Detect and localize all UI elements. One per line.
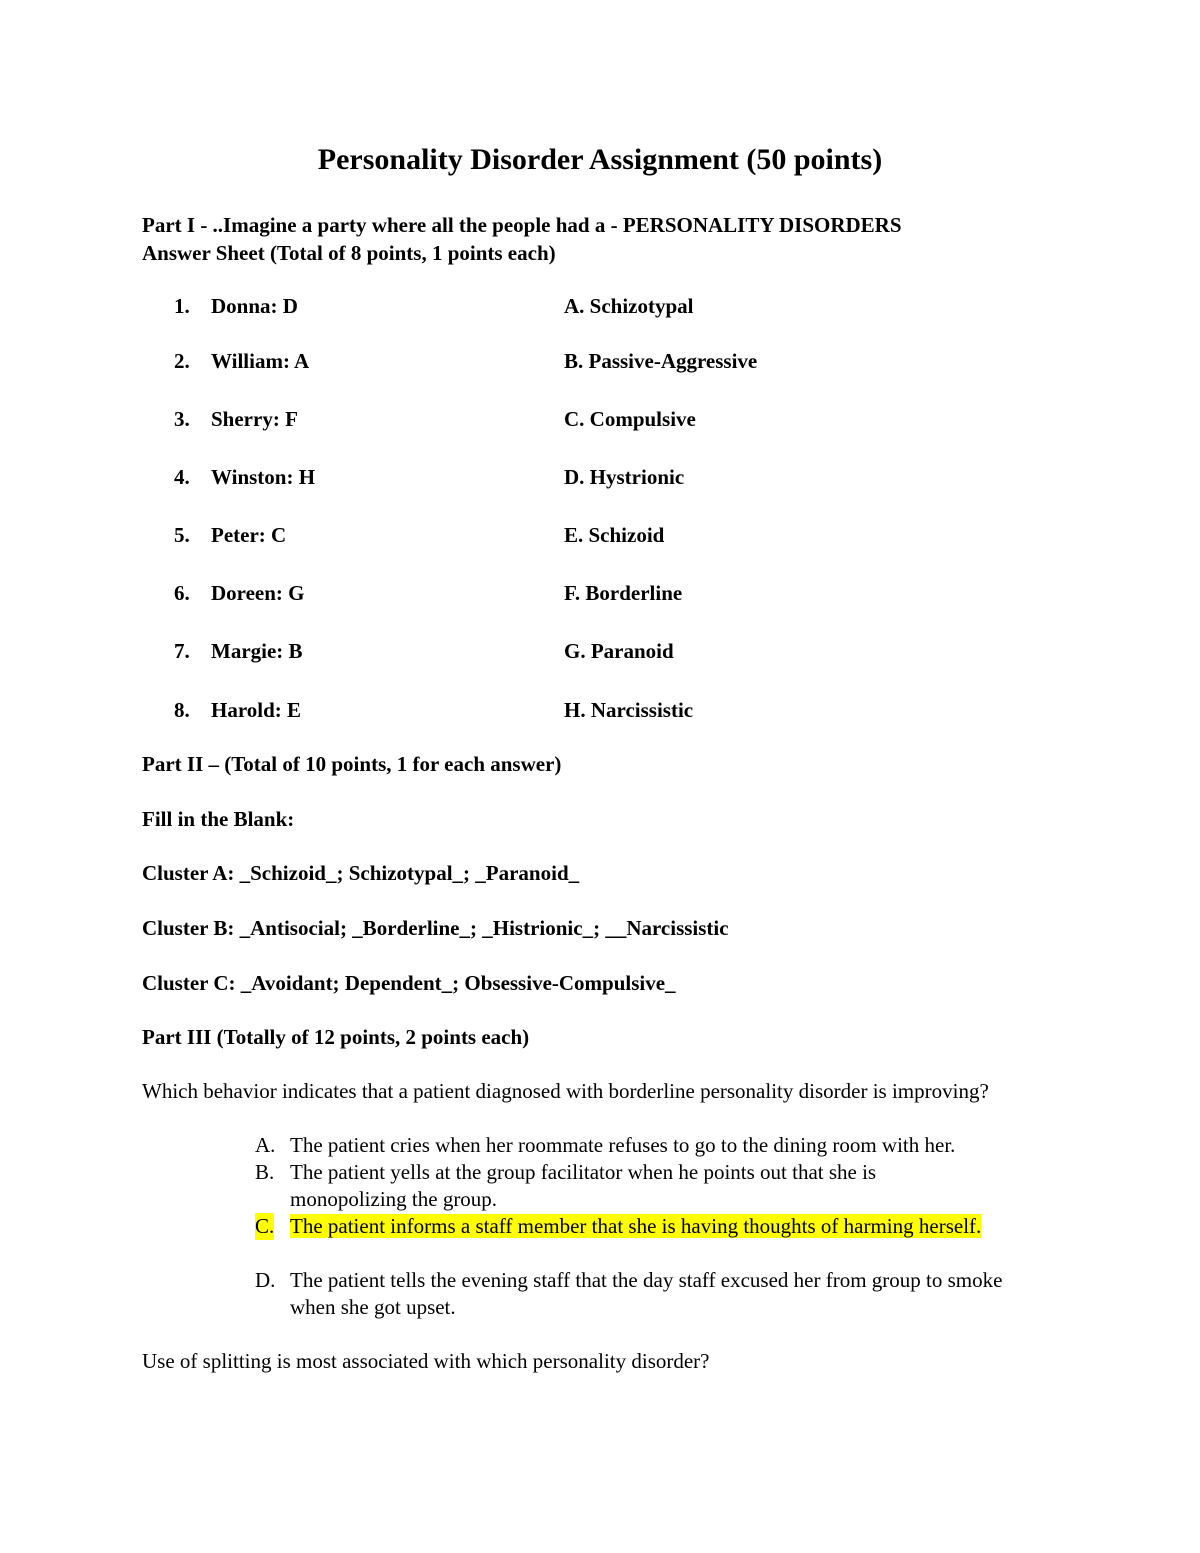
part1-heading-line2: Answer Sheet (Total of 8 points, 1 points each) — [142, 241, 556, 265]
page-title: Personality Disorder Assignment (50 points) — [317, 143, 883, 176]
part1-heading-line1: Part I - ..Imagine a party where all the people had a - PERSONALITY DISORDERS — [142, 213, 902, 237]
option-letter: A. — [255, 1133, 276, 1157]
disorder-option: G. Paranoid — [564, 639, 674, 663]
disorder-option: A. Schizotypal — [564, 294, 694, 318]
item-number: 1. — [174, 294, 190, 318]
option-letter: B. — [255, 1160, 275, 1184]
person-answer: Sherry: F — [211, 407, 298, 431]
person-answer: Winston: H — [211, 465, 316, 489]
highlighted-answer — [290, 1213, 1020, 1240]
option-text: The patient cries when her roommate refuses to go to the dining room with her. — [290, 1133, 956, 1157]
option-text: The patient informs a staff member that she is having thoughts of harming herself. — [290, 1214, 982, 1238]
disorder-option: E. Schizoid — [564, 523, 665, 547]
cluster-c-answer: Cluster C: _Avoidant; Dependent_; Obsessive-Compulsive_ — [142, 971, 676, 995]
option-text: The patient tells the evening staff that the day staff excused her from group to smoke when she got upset. — [290, 1268, 1003, 1319]
disorder-option: D. Hystrionic — [564, 465, 685, 489]
question-2-text: Use of splitting is most associated with which personality disorder? — [142, 1349, 710, 1373]
item-number: 8. — [174, 698, 190, 722]
part2-heading: Part II – (Total of 10 points, 1 for each answer) — [142, 752, 562, 776]
option-letter-highlighted: C. — [255, 1214, 275, 1238]
option-text: The patient yells at the group facilitator when he points out that she is monopolizing the group. — [290, 1160, 877, 1211]
disorder-option: B. Passive-Aggressive — [564, 349, 758, 373]
person-answer: William: A — [211, 349, 310, 373]
cluster-b-answer: Cluster B: _Antisocial; _Borderline_; _Histrionic_; __Narcissistic — [142, 916, 729, 940]
disorder-option: F. Borderline — [564, 581, 683, 605]
person-answer: Harold: E — [211, 698, 302, 722]
item-number: 2. — [174, 349, 190, 373]
cluster-a-answer: Cluster A: _Schizoid_; Schizotypal_; _Paranoid_ — [142, 861, 580, 885]
item-number: 3. — [174, 407, 190, 431]
item-number: 7. — [174, 639, 190, 663]
person-answer: Peter: C — [211, 523, 287, 547]
disorder-option: C. Compulsive — [564, 407, 696, 431]
disorder-option: H. Narcissistic — [564, 698, 694, 722]
fill-in-blank-label: Fill in the Blank: — [142, 807, 295, 831]
item-number: 6. — [174, 581, 190, 605]
item-number: 4. — [174, 465, 190, 489]
person-answer: Margie: B — [211, 639, 303, 663]
item-number: 5. — [174, 523, 190, 547]
question-1-text: Which behavior indicates that a patient diagnosed with borderline personality disorder is improving? — [142, 1079, 989, 1103]
person-answer: Donna: D — [211, 294, 298, 318]
person-answer: Doreen: G — [211, 581, 305, 605]
option-letter: D. — [255, 1268, 276, 1292]
part3-heading: Part III (Totally of 12 points, 2 points each) — [142, 1025, 530, 1049]
